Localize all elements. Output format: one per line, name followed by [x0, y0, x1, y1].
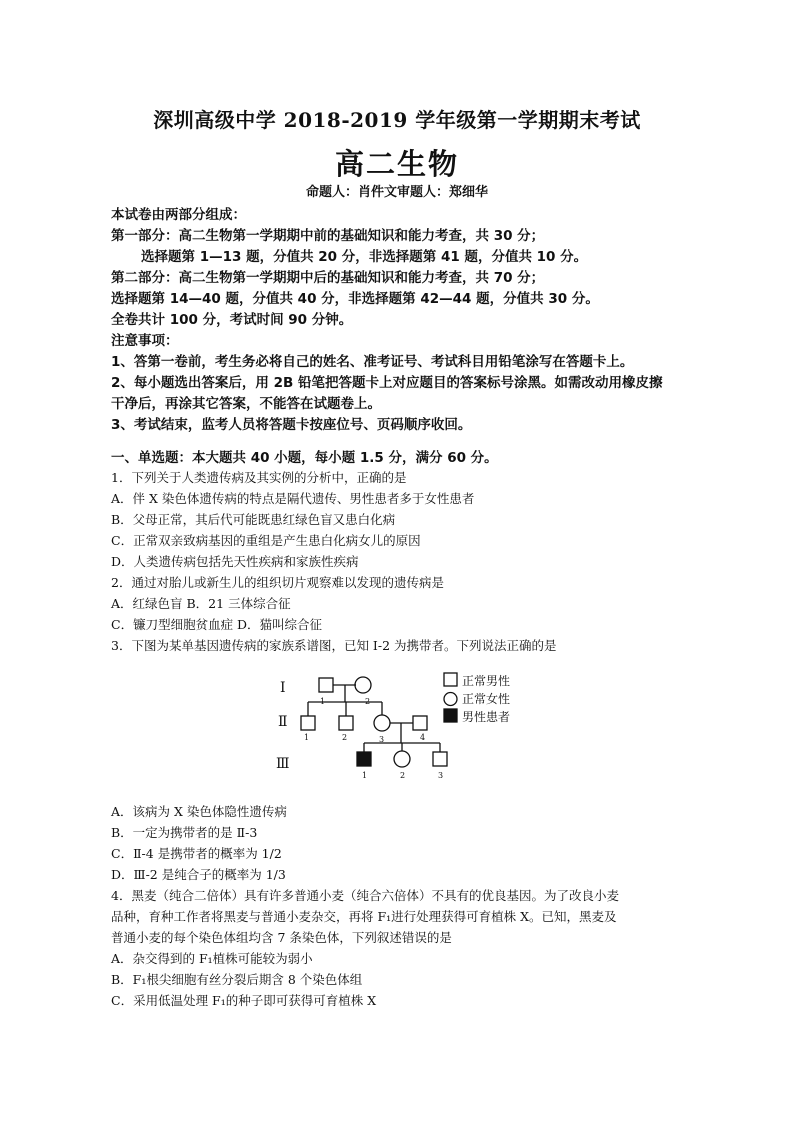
q4-option-a: A．杂交得到的 F₁植株可能较为弱小 [111, 951, 313, 966]
gen3-female-2 [394, 751, 410, 767]
note-1: 1、答第一卷前，考生务必将自己的姓名、准考证号、考试科目用铅笔涂写在答题卡上。 [111, 354, 634, 370]
q4-option-c: C．采用低温处理 F₁的种子即可获得可育植株 X [111, 993, 377, 1008]
q3-option-c: C．Ⅱ-4 是携带者的概率为 1/2 [111, 846, 282, 861]
part1-detail-line: 选择题第 1—13 题，分值共 20 分，非选择题第 41 题，分值共 10 分。 [141, 249, 588, 265]
note-3: 3、考试结束，监考人员将答题卡按座位号、页码顺序收回。 [111, 417, 472, 433]
gen2-male-1 [301, 716, 315, 730]
q1-option-d: D．人类遗传病包括先天性疾病和家族性疾病 [111, 554, 359, 569]
legend-female-label: 正常女性 [462, 692, 511, 706]
gen2-male-4 [413, 716, 427, 730]
gen2-num-2: 2 [342, 733, 348, 742]
gen3-num-2: 2 [400, 771, 406, 780]
part2-line: 第二部分：高二生物第一学期期中后的基础知识和能力考查，共 70 分； [111, 270, 545, 286]
notes-heading: 注意事项： [111, 333, 179, 349]
gen3-affected-male-1 [357, 752, 371, 766]
gen3-male-3 [433, 752, 447, 766]
q4-stem-line3: 普通小麦的每个染色体组均含 7 条染色体，下列叙述错误的是 [111, 930, 452, 945]
q3-option-d: D．Ⅲ-2 是纯合子的概率为 1/3 [111, 867, 286, 882]
gen2-num-1: 1 [304, 733, 310, 742]
q3-option-b: B．一定为携带者的是 Ⅱ-3 [111, 825, 258, 840]
gen2-female-3 [374, 715, 390, 731]
gen3-num-1: 1 [362, 771, 368, 780]
legend-affected-symbol [444, 709, 457, 722]
legend-affected-label: 男性患者 [462, 710, 511, 724]
part2-detail-line: 选择题第 14—40 题，分值共 40 分，非选择题第 42—44 题，分值共 30 分。 [111, 291, 599, 307]
q2-stem: 2．通过对胎儿或新生儿的组织切片观察难以发现的遗传病是 [111, 575, 444, 590]
section-heading: 一、单选题：本大题共 40 小题，每小题 1.5 分，满分 60 分。 [111, 450, 498, 466]
gen1-male-1 [319, 678, 333, 692]
legend-male-symbol [444, 673, 457, 686]
q2-options-ab: A．红绿色盲 B．21 三体综合征 [111, 596, 291, 611]
q3-stem: 3．下图为某单基因遗传病的家族系谱图，已知 Ⅰ-2 为携带者。下列说法正确的是 [111, 638, 557, 653]
q4-stem-line2: 品种，育种工作者将黑麦与普通小麦杂交，再将 F₁进行处理获得可育植株 X。已知，黑麦及 [111, 909, 617, 924]
gen2-male-2 [339, 716, 353, 730]
q4-stem-line1: 4．黑麦（纯合二倍体）具有许多普通小麦（纯合六倍体）不具有的优良基因。为了改良小麦 [111, 888, 619, 903]
gen-1-label: Ⅰ [280, 680, 286, 696]
gen1-num-1: 1 [320, 697, 326, 706]
q3-option-a: A．该病为 X 染色体隐性遗传病 [111, 804, 287, 819]
legend-male-label: 正常男性 [462, 674, 511, 688]
gen-2-label: Ⅱ [278, 714, 288, 730]
authors-line: 命题人：肖件文审题人：郑细华 [305, 185, 488, 200]
note-2b: 干净后，再涂其它答案，不能答在试题卷上。 [111, 396, 381, 412]
gen2-num-4: 4 [420, 733, 426, 742]
note-2a: 2、每小题选出答案后，用 2B 铅笔把答题卡上对应题目的答案标号涂黑。如需改动用橡皮擦 [111, 375, 663, 391]
gen-3-label: Ⅲ [276, 756, 290, 772]
gen1-female-2 [355, 677, 371, 693]
subject-title: 高二生物 [334, 147, 459, 181]
composition-line: 本试卷由两部分组成： [111, 207, 246, 223]
gen3-num-3: 3 [438, 771, 444, 780]
legend-female-symbol [444, 693, 457, 706]
total-line: 全卷共计 100 分，考试时间 90 分钟。 [111, 312, 353, 328]
gen1-num-2: 2 [365, 697, 371, 706]
gen2-num-3: 3 [379, 735, 385, 744]
exam-title: 深圳高级中学 2018-2019 学年级第一学期期末考试 [153, 108, 641, 132]
q1-stem: 1．下列关于人类遗传病及其实例的分析中，正确的是 [111, 470, 407, 485]
q4-option-b: B．F₁根尖细胞有丝分裂后期含 8 个染色体组 [111, 972, 363, 987]
q1-option-b: B．父母正常，其后代可能既患红绿色盲又患白化病 [111, 512, 396, 527]
q1-option-c: C．正常双亲致病基因的重组是产生患白化病女儿的原因 [111, 533, 421, 548]
pedigree-chart [270, 664, 540, 789]
q2-options-cd: C．镰刀型细胞贫血症 D．猫叫综合征 [111, 617, 323, 632]
part1-line: 第一部分：高二生物第一学期期中前的基础知识和能力考查，共 30 分； [111, 228, 545, 244]
q1-option-a: A．伴 X 染色体遗传病的特点是隔代遗传、男性患者多于女性患者 [111, 491, 475, 506]
